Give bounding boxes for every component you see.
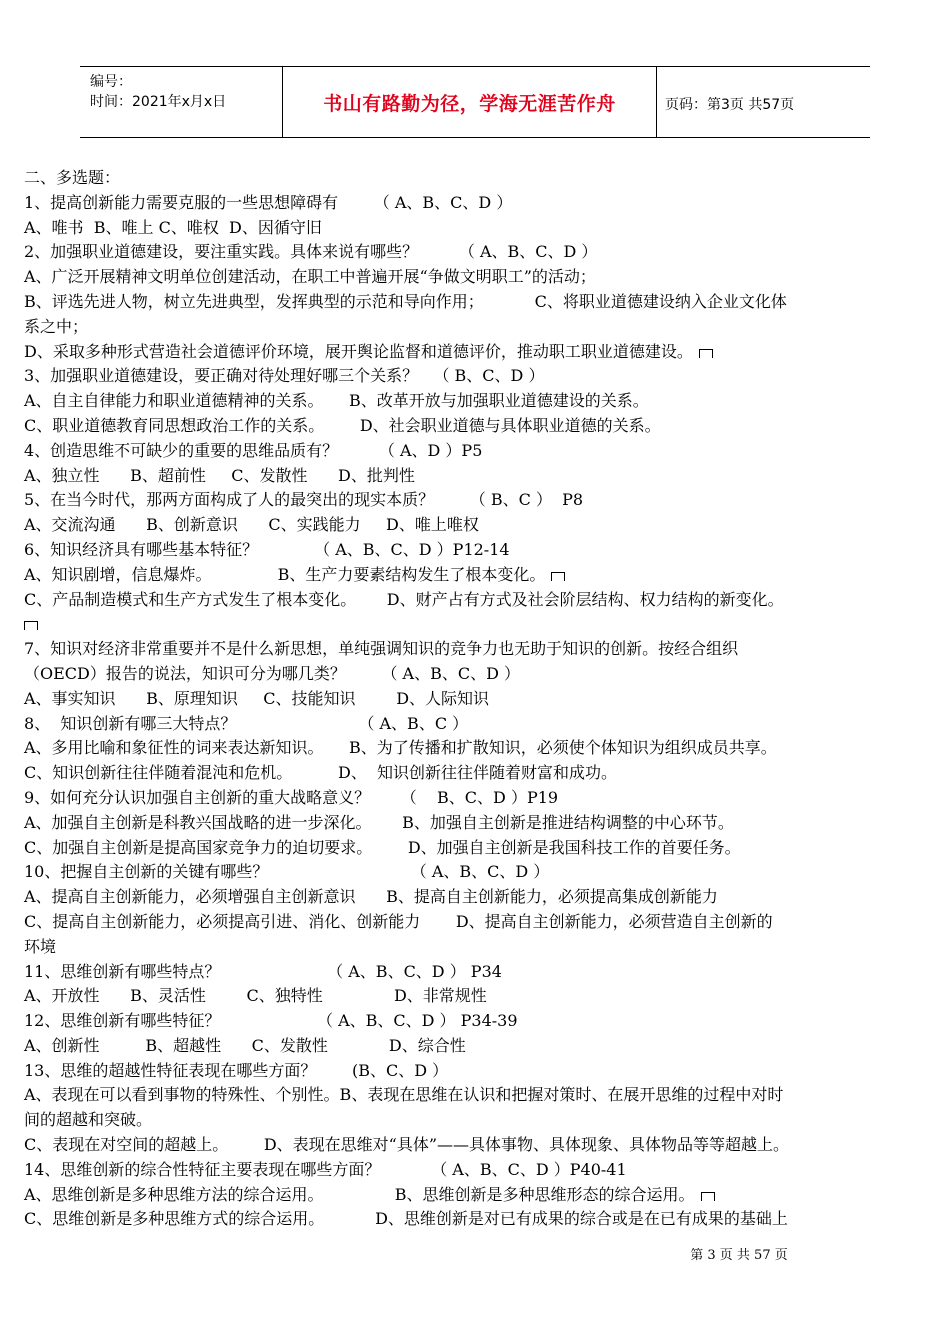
page-header-table [80, 66, 870, 138]
text-line: 5、在当今时代，那两方面构成了人的最突出的现实本质？ （ B、C ） P8 [24, 490, 584, 510]
text-line: A、创新性 B、超越性 C、发散性 D、综合性 [24, 1035, 466, 1055]
text-line: A、加强自主创新是科教兴国战略的进一步深化。 B、加强自主创新是推进结构调整的中心环节。 [24, 812, 734, 832]
text-line: 4、创造思维不可缺少的重要的思维品质有？ （ A、D ）P5 [24, 440, 483, 460]
question-body [24, 166, 934, 1232]
edit-mark-icon [699, 349, 713, 358]
text-line: 12、思维创新有哪些特征？ （ A、B、C、D ） P34-39 [24, 1011, 518, 1031]
header-motto-cell [283, 67, 657, 137]
text-line: A、开放性 B、灵活性 C、独特性 D、非常规性 [24, 986, 487, 1006]
page-footer [0, 1244, 950, 1263]
text-line: 3、加强职业道德建设，要正确对待处理好哪三个关系？ （ B、C、D ） [24, 366, 545, 386]
text-line: A、知识剧增，信息爆炸。 B、生产力要素结构发生了根本变化。 [24, 564, 546, 584]
edit-mark-icon [24, 621, 38, 630]
text-line: 间的超越和突破。 [24, 1110, 153, 1130]
text-line: A、思维创新是多种思维方法的综合运用。 B、思维创新是多种思维形态的综合运用。 [24, 1184, 695, 1204]
text-line: （OECD）报告的说法，知识可分为哪几类？ （ A、B、C、D ） [24, 663, 521, 683]
text-line: 7、知识对经济非常重要并不是什么新思想，单纯强调知识的竞争力也无助于知识的创新。按经合组织 [24, 639, 739, 659]
text-line-with-mark [24, 563, 934, 588]
text-line-with-mark [24, 612, 934, 637]
text-line: 9、如何充分认识加强自主创新的重大战略意义？ （ B、C、D ）P19 [24, 787, 559, 807]
text-line: C、产品制造模式和生产方式发生了根本变化。 D、财产占有方式及社会阶层结构、权力结构的新变化。 [24, 589, 784, 609]
edit-mark-icon [701, 1192, 715, 1201]
text-line: 系之中； [24, 316, 89, 336]
text-line: 1、提高创新能力需要克服的一些思想障碍有 （ A、B、C、D ） [24, 192, 513, 212]
text-line: 10、把握自主创新的关键有哪些？ （ A、B、C、D ） [24, 862, 550, 882]
text-line: A、提高自主创新能力，必须增强自主创新意识 B、提高自主创新能力，必须提高集成创新能力 [24, 887, 718, 907]
text-line: 8、 知识创新有哪三大特点？ （ A、B、C ） [24, 713, 469, 733]
text-line: C、提高自主创新能力，必须提高引进、消化、创新能力 D、提高自主创新能力，必须营造自主创新的 [24, 911, 773, 931]
edit-mark-icon [551, 572, 565, 581]
text-line: B、评选先进人物，树立先进典型，发挥典型的示范和导向作用； C、将职业道德建设纳入企业文化体 [24, 291, 787, 311]
page-info: 页码：第3页 共57页 [665, 97, 795, 113]
text-line: A、交流沟通 B、创新意识 C、实践能力 D、唯上唯权 [24, 515, 479, 535]
section-title: 二、多选题： [24, 168, 121, 187]
text-line: A、唯书 B、唯上 C、唯权 D、因循守旧 [24, 217, 322, 237]
text-line: D、采取多种形式营造社会道德评价环境，展开舆论监督和道德评价，推动职工职业道德建设。 [24, 341, 693, 361]
text-line: A、事实知识 B、原理知识 C、技能知识 D、人际知识 [24, 688, 490, 708]
text-line-with-mark [24, 340, 934, 365]
text-line: C、表现在对空间的超越上。 D、表现在思维对“具体”——具体事物、具体现象、具体物品等等超越上。 [24, 1135, 790, 1155]
text-line: 6、知识经济具有哪些基本特征？ （ A、B、C、D ）P12-14 [24, 539, 510, 559]
text-line: A、自主自律能力和职业道德精神的关系。 B、改革开放与加强职业道德建设的关系。 [24, 391, 649, 411]
text-line: 环境 [24, 936, 57, 956]
text-line: A、表现在可以看到事物的特殊性、个别性。B、表现在思维在认识和把握对策时、在展开思维的过程中对时 [24, 1085, 784, 1105]
text-line: C、加强自主创新是提高国家竞争力的迫切要求。 D、加强自主创新是我国科技工作的首要任务。 [24, 837, 741, 857]
text-line: A、独立性 B、超前性 C、发散性 D、批判性 [24, 465, 415, 485]
header-page-cell [657, 67, 870, 137]
text-line: C、职业道德教育同思想政治工作的关系。 D、社会职业道德与具体职业道德的关系。 [24, 415, 661, 435]
text-line: 14、思维创新的综合性特征主要表现在哪些方面？ （ A、B、C、D ）P40-41 [24, 1159, 627, 1179]
number-label: 编号： [90, 74, 132, 90]
header-meta-cell [80, 67, 283, 137]
text-line: 13、思维的超越性特征表现在哪些方面？ (B、C、D ） [24, 1060, 449, 1080]
text-line: A、广泛开展精神文明单位创建活动，在职工中普遍开展“争做文明职工”的活动； [24, 267, 596, 287]
text-line: 2、加强职业道德建设，要注重实践。具体来说有哪些？ （ A、B、C、D ） [24, 242, 598, 262]
text-line-with-mark [24, 1183, 934, 1208]
time-label: 时间：2021年x月x日 [90, 94, 227, 110]
footer-page-number: 第 3 页 共 57 页 [690, 1248, 788, 1263]
text-line: C、思维创新是多种思维方式的综合运用。 D、思维创新是对已有成果的综合或是在已有成果的基础上 [24, 1209, 788, 1229]
motto: 书山有路勤为径，学海无涯苦作舟 [323, 93, 616, 115]
text-line: C、知识创新往往伴随着混沌和危机。 D、 知识创新往往伴随着财富和成功。 [24, 763, 618, 783]
text-line: A、多用比喻和象征性的词来表达新知识。 B、为了传播和扩散知识，必须使个体知识为组织成员共享。 [24, 738, 777, 758]
text-line: 11、思维创新有哪些特点？ （ A、B、C、D ） P34 [24, 961, 502, 981]
